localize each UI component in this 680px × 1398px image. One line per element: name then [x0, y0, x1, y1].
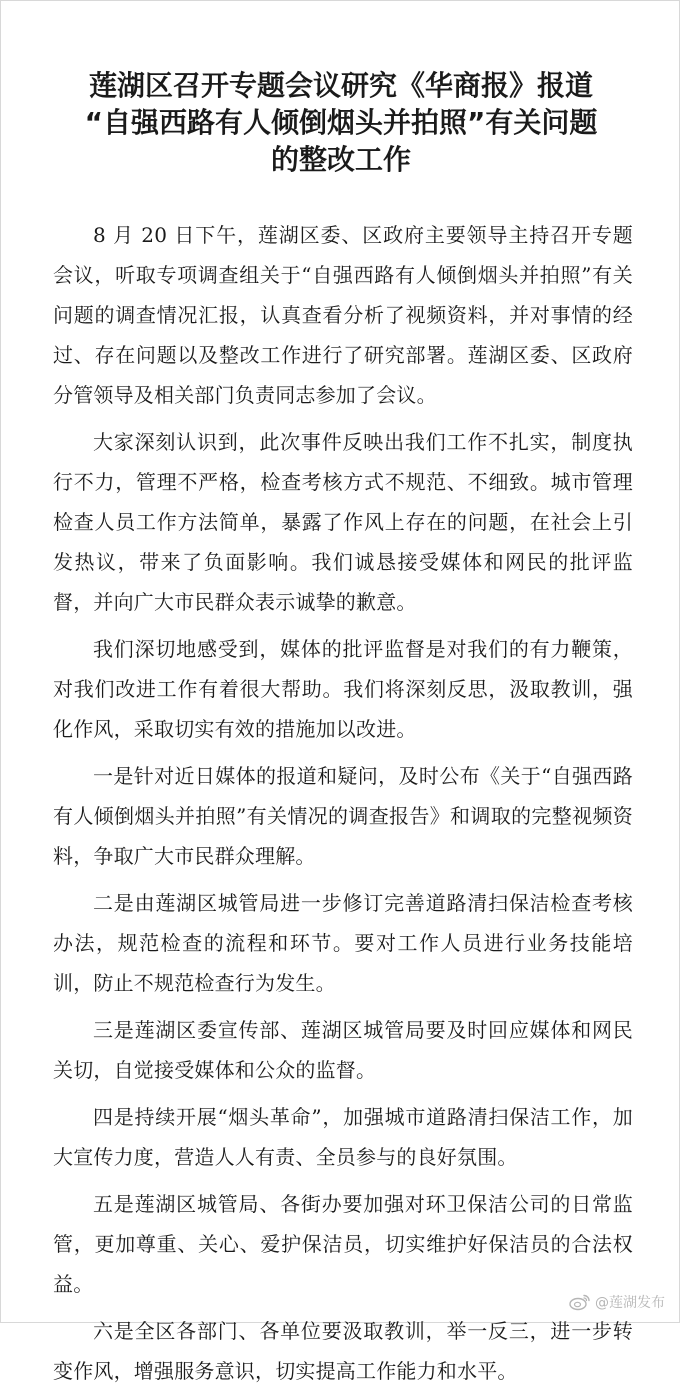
paragraph-meeting: 8 月 20 日下午，莲湖区委、区政府主要领导主持召开专题会议，听取专项调查组关于“自强西路有人倾倒烟头并拍照”有关问题的调查情况汇报，认真查看分析了视频资料，并对事情的经过、存在问题以及整改工作进行了研究部署。莲湖区委、区政府分管领导及相关部门负责同志参加了会议。: [53, 223, 633, 407]
paragraph-measure-4: 四是持续开展“烟头革命”，加强城市道路清扫保洁工作，加大宣传力度，营造人人有责、全员参与的良好氛围。: [53, 1105, 633, 1169]
title-line-1: 莲湖区召开专题会议研究《华商报》报道: [88, 69, 593, 102]
weibo-watermark: [569, 1292, 665, 1312]
paragraph-measure-1: 一是针对近日媒体的报道和疑问，及时公布《关于“自强西路有人倾倒烟头并拍照”有关情况的调查报告》和调取的完整视频资料，争取广大市民群众理解。: [53, 764, 633, 868]
title-line-3: 的整改工作: [270, 143, 411, 176]
document-body: [53, 215, 633, 1398]
title-line-2: “自强西路有人倾倒烟头并拍照”有关问题: [84, 106, 598, 139]
paragraph-reflection: 大家深刻认识到，此次事件反映出我们工作不扎实，制度执行不力，管理不严格，检查考核方式不规范、不细致。城市管理检查人员工作方法简单，暴露了作风上存在的问题，在社会上引发热议，带来了负面影响。我们诚恳接受媒体和网民的批评监督，并向广大市民群众表示诚挚的歉意。: [53, 430, 633, 614]
paragraph-measure-5: 五是莲湖区城管局、各街办要加强对环卫保洁公司的日常监管，更加尊重、关心、爱护保洁员，切实维护好保洁员的合法权益。: [53, 1192, 633, 1296]
paragraph-measure-3: 三是莲湖区委宣传部、莲湖区城管局要及时回应媒体和网民关切，自觉接受媒体和公众的监督。: [53, 1018, 633, 1082]
paragraph-media-supervision: 我们深切地感受到，媒体的批评监督是对我们的有力鞭策，对我们改进工作有着很大帮助。我们将深刻反思，汲取教训，强化作风，采取切实有效的措施加以改进。: [53, 637, 633, 741]
document-title: [41, 67, 641, 178]
paragraph-measure-6: 六是全区各部门、各单位要汲取教训，举一反三，进一步转变作风，增强服务意识，切实提高工作能力和水平。: [53, 1319, 633, 1383]
paragraph-measure-2: 二是由莲湖区城管局进一步修订完善道路清扫保洁检查考核办法，规范检查的流程和环节。要对工作人员进行业务技能培训，防止不规范检查行为发生。: [53, 891, 633, 995]
watermark-text: @莲湖发布: [595, 1295, 665, 1311]
weibo-icon: [569, 1293, 591, 1311]
